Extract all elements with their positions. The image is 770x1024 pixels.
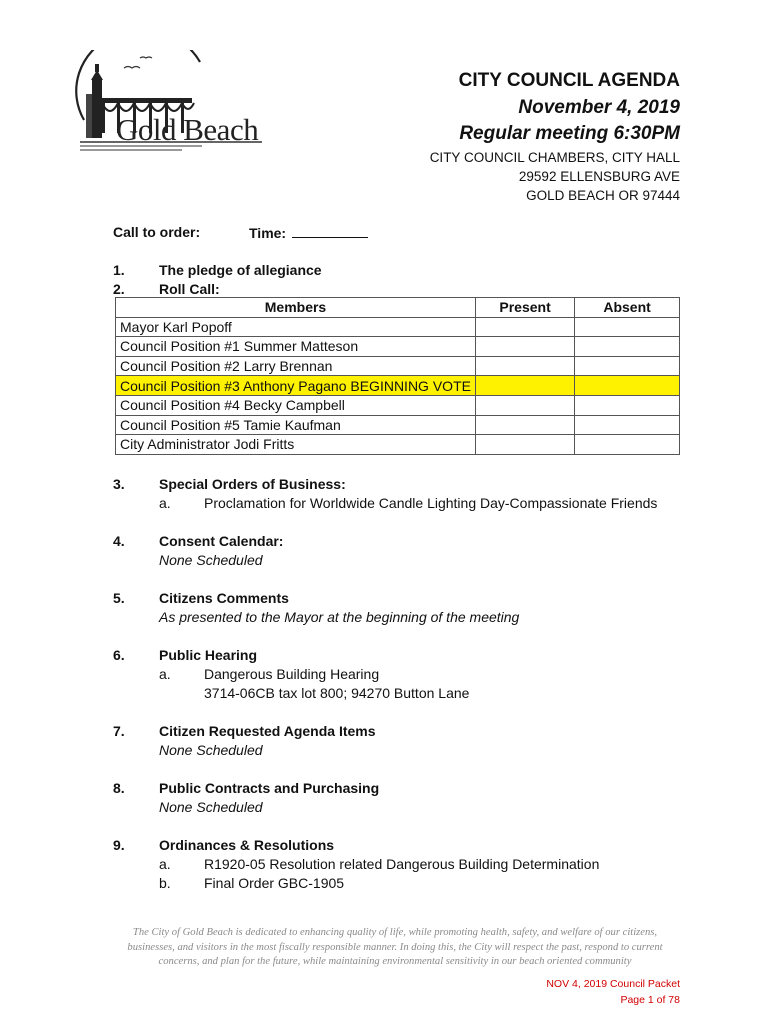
logo-text: Gold Beach — [116, 112, 259, 147]
item-3a-letter: a. — [159, 495, 171, 511]
item-7-label: Citizen Requested Agenda Items — [159, 723, 376, 739]
call-to-order-label: Call to order: — [113, 224, 201, 240]
present-header: Present — [475, 298, 574, 318]
table-row — [116, 395, 680, 415]
meeting-date: November 4, 2019 — [518, 97, 680, 118]
member-name: Council Position #2 Larry Brennan — [116, 356, 476, 376]
item-8-note: None Scheduled — [159, 799, 263, 815]
item-4-number: 4. — [113, 533, 125, 549]
item-4-label: Consent Calendar: — [159, 533, 284, 549]
item-9-label: Ordinances & Resolutions — [159, 837, 335, 853]
time-blank-line — [292, 224, 368, 238]
member-name: Council Position #4 Becky Campbell — [116, 395, 476, 415]
item-2-label: Roll Call: — [159, 281, 220, 297]
address-line-3: GOLD BEACH OR 97444 — [526, 188, 680, 203]
item-9a-letter: a. — [159, 856, 171, 872]
present-cell — [475, 435, 574, 455]
member-name: Council Position #5 Tamie Kaufman — [116, 415, 476, 435]
agenda-title: CITY COUNCIL AGENDA — [458, 70, 680, 91]
present-cell — [475, 337, 574, 357]
absent-cell — [575, 317, 680, 337]
item-7-number: 7. — [113, 723, 125, 739]
packet-label: NOV 4, 2019 Council Packet — [546, 978, 680, 990]
member-name: Council Position #3 Anthony Pagano BEGINNING VOTE — [116, 376, 476, 396]
item-5-number: 5. — [113, 590, 125, 606]
item-1-number: 1. — [113, 262, 125, 278]
absent-cell — [575, 395, 680, 415]
item-3-label: Special Orders of Business: — [159, 476, 346, 492]
item-9b-letter: b. — [159, 875, 171, 891]
item-9a-text: R1920-05 Resolution related Dangerous Building Determination — [204, 856, 600, 872]
item-1-label: The pledge of allegiance — [159, 262, 322, 278]
mission-statement: The City of Gold Beach is dedicated to enhancing quality of life, while promoting health, safety, and welfare of our citizens, businesses, and visitors in the most fiscally responsible manner. In doing this, the City will respect the past, respond to current concerns, and plan for the future, while maintaining environmental sensitivity in our beach oriented community — [127, 927, 663, 967]
present-cell — [475, 356, 574, 376]
absent-cell — [575, 415, 680, 435]
item-9b-text: Final Order GBC-1905 — [204, 875, 345, 891]
item-8-number: 8. — [113, 780, 125, 796]
absent-cell — [575, 356, 680, 376]
table-row — [116, 415, 680, 435]
item-8-label: Public Contracts and Purchasing — [159, 780, 380, 796]
time-label: Time: — [249, 225, 287, 241]
table-row — [116, 356, 680, 376]
item-2-number: 2. — [113, 281, 125, 297]
item-6-number: 6. — [113, 647, 125, 663]
item-7-note: None Scheduled — [159, 742, 263, 758]
absent-cell — [575, 337, 680, 357]
item-6a-letter: a. — [159, 666, 171, 682]
item-3a-text: Proclamation for Worldwide Candle Lighting Day-Compassionate Friends — [204, 495, 658, 511]
item-5-label: Citizens Comments — [159, 590, 289, 606]
item-4-note: None Scheduled — [159, 552, 263, 568]
item-9-number: 9. — [113, 837, 125, 853]
item-6-label: Public Hearing — [159, 647, 258, 663]
item-5-note: As presented to the Mayor at the beginning of the meeting — [159, 609, 520, 625]
time-field — [249, 224, 368, 241]
address-line-2: 29592 ELLENSBURG AVE — [518, 169, 680, 184]
member-name: Council Position #1 Summer Matteson — [116, 337, 476, 357]
member-name: City Administrator Jodi Fritts — [116, 435, 476, 455]
item-3-number: 3. — [113, 476, 125, 492]
table-row — [116, 317, 680, 337]
table-row-highlighted — [116, 376, 680, 396]
table-row — [116, 337, 680, 357]
page-number: Page 1 of 78 — [620, 994, 680, 1006]
absent-header: Absent — [575, 298, 680, 318]
address-line-1: CITY COUNCIL CHAMBERS, CITY HALL — [429, 150, 680, 165]
present-cell — [475, 395, 574, 415]
present-cell — [475, 415, 574, 435]
present-cell — [475, 376, 574, 396]
members-header: Members — [116, 298, 476, 318]
table-row — [116, 435, 680, 455]
present-cell — [475, 317, 574, 337]
roll-call-table — [115, 297, 680, 455]
member-name: Mayor Karl Popoff — [116, 317, 476, 337]
absent-cell — [575, 376, 680, 396]
table-header-row — [116, 298, 680, 318]
meeting-type: Regular meeting 6:30PM — [459, 123, 680, 144]
absent-cell — [575, 435, 680, 455]
item-6a-detail: 3714-06CB tax lot 800; 94270 Button Lane — [204, 685, 470, 701]
item-6a-text: Dangerous Building Hearing — [204, 666, 380, 682]
